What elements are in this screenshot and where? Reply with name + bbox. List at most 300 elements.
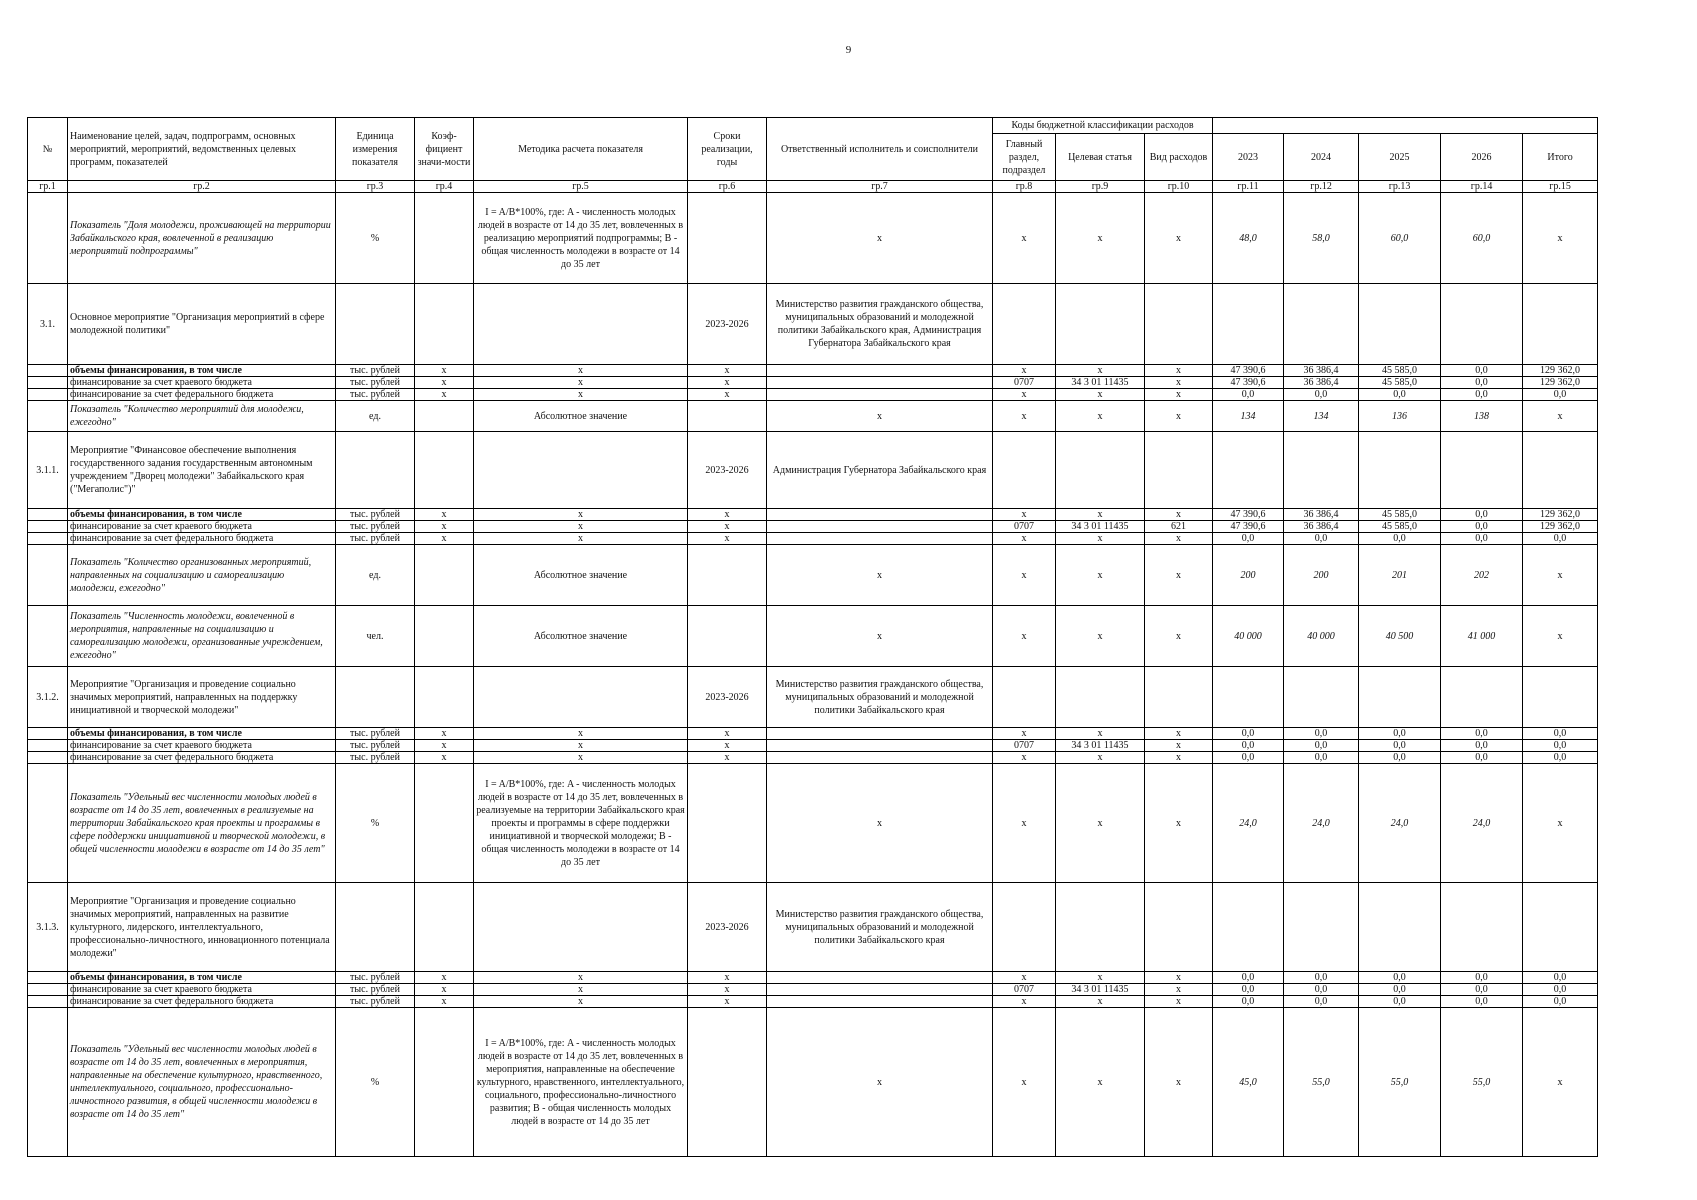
table-cell bbox=[1213, 432, 1284, 509]
indicator-row bbox=[28, 401, 1598, 432]
table-cell bbox=[767, 996, 993, 1008]
table-cell: 24,0 bbox=[1284, 764, 1359, 883]
table-cell: х bbox=[1056, 606, 1145, 667]
table-cell bbox=[1523, 284, 1598, 365]
table-cell: х bbox=[474, 972, 688, 984]
table-cell bbox=[1441, 432, 1523, 509]
table-cell: х bbox=[993, 193, 1056, 284]
table-cell: х bbox=[767, 764, 993, 883]
table-cell: х bbox=[688, 509, 767, 521]
table-cell: х bbox=[474, 377, 688, 389]
table-cell bbox=[1359, 432, 1441, 509]
table-cell: 0,0 bbox=[1359, 972, 1441, 984]
table-cell: 0,0 bbox=[1213, 752, 1284, 764]
table-cell: х bbox=[767, 545, 993, 606]
table-cell: 3.1.1. bbox=[28, 432, 68, 509]
table-cell bbox=[415, 193, 474, 284]
table-cell bbox=[28, 606, 68, 667]
table-cell: 34 3 01 11435 bbox=[1056, 377, 1145, 389]
table-cell: 0707 bbox=[993, 521, 1056, 533]
table-cell: х bbox=[767, 193, 993, 284]
table-cell bbox=[415, 401, 474, 432]
table-cell: 0,0 bbox=[1213, 996, 1284, 1008]
table-cell: I = A/B*100%, где: A - численность молодых людей в возрасте от 14 до 35 лет, вовлеченных в реализуемые на территории Забайкальского края проекты и программы в сфере поддержки инициативной и творческой молодежи; B - общая численность молодежи в возрасте от 14 до 35 лет bbox=[474, 764, 688, 883]
page-number: 9 bbox=[845, 44, 852, 56]
table-cell: 0,0 bbox=[1284, 740, 1359, 752]
table-cell bbox=[767, 752, 993, 764]
table-cell: х bbox=[1056, 401, 1145, 432]
table-cell: х bbox=[1145, 606, 1213, 667]
column-number: гр.6 bbox=[688, 181, 767, 193]
table-cell: х bbox=[993, 401, 1056, 432]
financing-row bbox=[28, 752, 1598, 764]
table-cell: 129 362,0 bbox=[1523, 365, 1598, 377]
activity-row bbox=[28, 667, 1598, 728]
table-cell: финансирование за счет краевого бюджета bbox=[68, 740, 336, 752]
table-cell: х bbox=[688, 728, 767, 740]
table-cell bbox=[688, 401, 767, 432]
table-cell: 0,0 bbox=[1359, 389, 1441, 401]
table-cell bbox=[415, 545, 474, 606]
header-name: Наименование целей, задач, подпрограмм, основных мероприятий, мероприятий, ведомственных целевых программ, показателей bbox=[68, 118, 336, 181]
table-cell: х bbox=[767, 606, 993, 667]
table-cell: тыс. рублей bbox=[336, 972, 415, 984]
table-cell: х bbox=[1056, 365, 1145, 377]
table-cell: х bbox=[1145, 533, 1213, 545]
table-cell bbox=[415, 764, 474, 883]
table-cell: х bbox=[474, 728, 688, 740]
table-cell: финансирование за счет краевого бюджета bbox=[68, 521, 336, 533]
table-cell: тыс. рублей bbox=[336, 365, 415, 377]
table-cell: х bbox=[1523, 1008, 1598, 1157]
table-cell: 55,0 bbox=[1284, 1008, 1359, 1157]
table-cell: 0,0 bbox=[1213, 984, 1284, 996]
table-cell: Абсолютное значение bbox=[474, 545, 688, 606]
table-cell: 2023-2026 bbox=[688, 667, 767, 728]
table-cell: 0707 bbox=[993, 984, 1056, 996]
table-cell bbox=[1359, 667, 1441, 728]
table-cell: 47 390,6 bbox=[1213, 365, 1284, 377]
table-cell: х bbox=[1056, 752, 1145, 764]
table-cell bbox=[28, 996, 68, 1008]
table-cell: х bbox=[1145, 377, 1213, 389]
table-cell: 55,0 bbox=[1441, 1008, 1523, 1157]
table-cell: 36 386,4 bbox=[1284, 521, 1359, 533]
table-cell: 0,0 bbox=[1441, 972, 1523, 984]
indicator-row bbox=[28, 193, 1598, 284]
table-cell: х bbox=[993, 606, 1056, 667]
column-number: гр.10 bbox=[1145, 181, 1213, 193]
table-cell bbox=[28, 389, 68, 401]
table-cell: 47 390,6 bbox=[1213, 521, 1284, 533]
table-cell bbox=[1359, 284, 1441, 365]
header-target-article: Целевая статья bbox=[1056, 134, 1145, 181]
table-cell bbox=[1441, 667, 1523, 728]
header-coef: Коэф-фициент значи-мости bbox=[415, 118, 474, 181]
table-cell: чел. bbox=[336, 606, 415, 667]
table-cell: 34 3 01 11435 bbox=[1056, 521, 1145, 533]
table-cell: тыс. рублей bbox=[336, 389, 415, 401]
table-cell: х bbox=[415, 996, 474, 1008]
financing-row bbox=[28, 377, 1598, 389]
table-cell bbox=[415, 606, 474, 667]
table-cell bbox=[28, 533, 68, 545]
table-cell: тыс. рублей bbox=[336, 728, 415, 740]
table-cell: 48,0 bbox=[1213, 193, 1284, 284]
table-cell: 58,0 bbox=[1284, 193, 1359, 284]
table-cell: 2023-2026 bbox=[688, 432, 767, 509]
table-cell: х bbox=[993, 1008, 1056, 1157]
table-cell: 3.1.3. bbox=[28, 883, 68, 972]
table-cell: 0,0 bbox=[1284, 752, 1359, 764]
table-cell: х bbox=[1145, 1008, 1213, 1157]
table-cell bbox=[1359, 883, 1441, 972]
table-cell: финансирование за счет федерального бюджета bbox=[68, 752, 336, 764]
table-cell: Показатель "Количество организованных мероприятий, направленных на социализацию и самореализацию молодежи, ежегодно" bbox=[68, 545, 336, 606]
table-cell bbox=[993, 667, 1056, 728]
header-no: № bbox=[28, 118, 68, 181]
table-cell: х bbox=[688, 389, 767, 401]
table-cell: ед. bbox=[336, 545, 415, 606]
table-cell: х bbox=[993, 509, 1056, 521]
header-years-group bbox=[1213, 118, 1598, 134]
table-cell bbox=[688, 193, 767, 284]
table-cell: 45 585,0 bbox=[1359, 377, 1441, 389]
table-cell: 0,0 bbox=[1441, 365, 1523, 377]
table-cell: х bbox=[474, 509, 688, 521]
table-cell: 0,0 bbox=[1441, 509, 1523, 521]
table-cell: Мероприятие "Финансовое обеспечение выполнения государственного задания государственным автономным учреждением "Дворец молодежи" Забайкальского края ("Мегаполис")" bbox=[68, 432, 336, 509]
table-cell: х bbox=[1523, 193, 1598, 284]
table-cell: 0,0 bbox=[1441, 377, 1523, 389]
table-cell bbox=[1145, 667, 1213, 728]
table-cell: 47 390,6 bbox=[1213, 509, 1284, 521]
table-cell bbox=[474, 284, 688, 365]
table-cell: х bbox=[1145, 728, 1213, 740]
table-cell bbox=[767, 521, 993, 533]
table-cell: Министерство развития гражданского общества, муниципальных образований и молодежной политики Забайкальского края, Администрация Губернатора Забайкальского края bbox=[767, 284, 993, 365]
header-2023: 2023 bbox=[1213, 134, 1284, 181]
table-cell: I = A/B*100%, где: A - численность молодых людей в возрасте от 14 до 35 лет, вовлеченных в реализацию мероприятий подпрограммы; B - общая численность молодежи в возрасте от 14 до 35 лет bbox=[474, 193, 688, 284]
table-cell: х bbox=[688, 533, 767, 545]
table-cell: 0,0 bbox=[1213, 972, 1284, 984]
table-cell: 0,0 bbox=[1213, 740, 1284, 752]
table-cell: х bbox=[993, 728, 1056, 740]
table-cell: х bbox=[1145, 740, 1213, 752]
table-cell: финансирование за счет федерального бюджета bbox=[68, 996, 336, 1008]
table-cell: х bbox=[474, 740, 688, 752]
activity-row bbox=[28, 284, 1598, 365]
financing-row bbox=[28, 984, 1598, 996]
table-cell: 129 362,0 bbox=[1523, 521, 1598, 533]
table-cell: х bbox=[474, 752, 688, 764]
table-cell: 200 bbox=[1213, 545, 1284, 606]
table-cell: объемы финансирования, в том числе bbox=[68, 728, 336, 740]
table-cell bbox=[28, 509, 68, 521]
indicator-row bbox=[28, 764, 1598, 883]
table-cell bbox=[1056, 284, 1145, 365]
table-cell bbox=[767, 365, 993, 377]
financing-row bbox=[28, 996, 1598, 1008]
table-cell: х bbox=[1056, 533, 1145, 545]
table-cell bbox=[1213, 667, 1284, 728]
table-cell: Показатель "Численность молодежи, вовлеченной в мероприятия, направленные на социализацию и самореализацию молодежи, организованные учреждением, ежегодно" bbox=[68, 606, 336, 667]
table-cell: 136 bbox=[1359, 401, 1441, 432]
table-cell: 0,0 bbox=[1523, 996, 1598, 1008]
table-cell: х bbox=[1056, 996, 1145, 1008]
table-cell: х bbox=[474, 996, 688, 1008]
table-cell: Мероприятие "Организация и проведение социально значимых мероприятий, направленных на развитие культурного, лидерского, интеллектуального, профессионально-личностного, инновационного потенциала молодежи" bbox=[68, 883, 336, 972]
table-cell: Показатель "Количество мероприятий для молодежи, ежегодно" bbox=[68, 401, 336, 432]
table-cell: х bbox=[1056, 728, 1145, 740]
table-cell bbox=[28, 972, 68, 984]
table-cell bbox=[1284, 432, 1359, 509]
column-number: гр.7 bbox=[767, 181, 993, 193]
table-cell: 134 bbox=[1213, 401, 1284, 432]
financing-row bbox=[28, 740, 1598, 752]
budget-table bbox=[27, 117, 1598, 1157]
table-cell bbox=[1523, 432, 1598, 509]
header-main-section: Главный раздел, подраздел bbox=[993, 134, 1056, 181]
table-cell bbox=[336, 883, 415, 972]
header-terms: Сроки реализации, годы bbox=[688, 118, 767, 181]
table-cell: х bbox=[1145, 752, 1213, 764]
column-number: гр.14 bbox=[1441, 181, 1523, 193]
table-cell: х bbox=[993, 996, 1056, 1008]
table-cell: 40 500 bbox=[1359, 606, 1441, 667]
table-cell: Показатель "Доля молодежи, проживающей на территории Забайкальского края, вовлеченной в реализацию мероприятий подпрограммы" bbox=[68, 193, 336, 284]
table-cell: х bbox=[1145, 365, 1213, 377]
table-cell bbox=[1523, 883, 1598, 972]
financing-row bbox=[28, 533, 1598, 545]
table-cell: 60,0 bbox=[1441, 193, 1523, 284]
table-cell: х bbox=[688, 972, 767, 984]
table-cell bbox=[688, 764, 767, 883]
header-2025: 2025 bbox=[1359, 134, 1441, 181]
table-cell: 0,0 bbox=[1213, 728, 1284, 740]
table-cell bbox=[993, 432, 1056, 509]
table-cell: х bbox=[993, 972, 1056, 984]
table-cell: х bbox=[415, 521, 474, 533]
table-cell: 0,0 bbox=[1284, 984, 1359, 996]
header-method: Методика расчета показателя bbox=[474, 118, 688, 181]
table-cell: 47 390,6 bbox=[1213, 377, 1284, 389]
column-number: гр.9 bbox=[1056, 181, 1145, 193]
table-cell: х bbox=[474, 521, 688, 533]
table-cell: 0,0 bbox=[1284, 996, 1359, 1008]
table-cell: тыс. рублей bbox=[336, 533, 415, 545]
table-cell: Абсолютное значение bbox=[474, 606, 688, 667]
table-cell: 0,0 bbox=[1523, 972, 1598, 984]
table-cell: 0,0 bbox=[1284, 389, 1359, 401]
table-cell bbox=[767, 377, 993, 389]
table-cell: х bbox=[1145, 389, 1213, 401]
table-cell bbox=[1213, 883, 1284, 972]
table-cell bbox=[336, 667, 415, 728]
indicator-row bbox=[28, 545, 1598, 606]
table-cell: х bbox=[1523, 606, 1598, 667]
table-cell bbox=[474, 667, 688, 728]
table-cell: ед. bbox=[336, 401, 415, 432]
table-cell: 0,0 bbox=[1441, 389, 1523, 401]
financing-row bbox=[28, 365, 1598, 377]
table-cell: 129 362,0 bbox=[1523, 377, 1598, 389]
financing-row bbox=[28, 728, 1598, 740]
table-cell bbox=[28, 752, 68, 764]
table-cell: 0,0 bbox=[1441, 740, 1523, 752]
table-cell: х bbox=[474, 389, 688, 401]
table-cell: х bbox=[1145, 972, 1213, 984]
table-cell bbox=[993, 883, 1056, 972]
table-cell bbox=[28, 521, 68, 533]
table-cell: 0,0 bbox=[1441, 984, 1523, 996]
table-cell bbox=[415, 1008, 474, 1157]
table-cell bbox=[28, 984, 68, 996]
table-cell: 0707 bbox=[993, 740, 1056, 752]
table-cell: тыс. рублей bbox=[336, 521, 415, 533]
table-cell: х bbox=[1056, 1008, 1145, 1157]
table-cell: х bbox=[415, 752, 474, 764]
table-cell: х bbox=[1056, 764, 1145, 883]
financing-row bbox=[28, 972, 1598, 984]
table-cell: х bbox=[993, 764, 1056, 883]
table-cell: 60,0 bbox=[1359, 193, 1441, 284]
table-cell: х bbox=[1056, 193, 1145, 284]
table-cell: х bbox=[1523, 401, 1598, 432]
table-cell: тыс. рублей bbox=[336, 996, 415, 1008]
table-cell bbox=[415, 883, 474, 972]
table-cell: Абсолютное значение bbox=[474, 401, 688, 432]
table-cell: 0,0 bbox=[1213, 533, 1284, 545]
table-cell bbox=[1284, 284, 1359, 365]
table-cell: х bbox=[474, 533, 688, 545]
table-cell: 0,0 bbox=[1523, 740, 1598, 752]
table-cell: 45,0 bbox=[1213, 1008, 1284, 1157]
table-cell bbox=[688, 1008, 767, 1157]
table-cell: 0,0 bbox=[1284, 972, 1359, 984]
table-cell: 34 3 01 11435 bbox=[1056, 984, 1145, 996]
column-number: гр.13 bbox=[1359, 181, 1441, 193]
header-expense-type: Вид расходов bbox=[1145, 134, 1213, 181]
header-total: Итого bbox=[1523, 134, 1598, 181]
table-cell: 0,0 bbox=[1359, 533, 1441, 545]
table-cell: тыс. рублей bbox=[336, 377, 415, 389]
table-cell bbox=[474, 432, 688, 509]
table-cell: х bbox=[1145, 984, 1213, 996]
table-cell bbox=[688, 545, 767, 606]
table-cell: 0,0 bbox=[1359, 728, 1441, 740]
table-cell: 0,0 bbox=[1441, 728, 1523, 740]
table-cell bbox=[1145, 284, 1213, 365]
table-cell: х bbox=[1145, 996, 1213, 1008]
table-cell: 24,0 bbox=[1441, 764, 1523, 883]
header-2024: 2024 bbox=[1284, 134, 1359, 181]
table-cell: 45 585,0 bbox=[1359, 365, 1441, 377]
table-cell: 45 585,0 bbox=[1359, 521, 1441, 533]
table-cell: 40 000 bbox=[1284, 606, 1359, 667]
table-cell bbox=[767, 533, 993, 545]
column-number: гр.1 bbox=[28, 181, 68, 193]
table-cell: 3.1. bbox=[28, 284, 68, 365]
financing-row bbox=[28, 509, 1598, 521]
table-cell: х bbox=[415, 377, 474, 389]
table-cell: 0,0 bbox=[1523, 752, 1598, 764]
table-cell: х bbox=[993, 533, 1056, 545]
table-cell: тыс. рублей bbox=[336, 509, 415, 521]
table-cell: тыс. рублей bbox=[336, 984, 415, 996]
table-cell: 134 bbox=[1284, 401, 1359, 432]
table-cell: 45 585,0 bbox=[1359, 509, 1441, 521]
table-cell: х bbox=[767, 401, 993, 432]
table-cell: тыс. рублей bbox=[336, 752, 415, 764]
table-cell: финансирование за счет краевого бюджета bbox=[68, 984, 336, 996]
table-cell: 0,0 bbox=[1441, 996, 1523, 1008]
table-cell bbox=[336, 432, 415, 509]
table-cell: % bbox=[336, 1008, 415, 1157]
table-cell bbox=[1213, 284, 1284, 365]
table-cell: тыс. рублей bbox=[336, 740, 415, 752]
table-cell: х bbox=[1523, 545, 1598, 606]
table-cell: 202 bbox=[1441, 545, 1523, 606]
table-cell: х bbox=[688, 740, 767, 752]
table-cell: объемы финансирования, в том числе bbox=[68, 509, 336, 521]
table-cell: х bbox=[1523, 764, 1598, 883]
table-cell bbox=[1145, 883, 1213, 972]
header-unit: Единица измерения показателя bbox=[336, 118, 415, 181]
table-cell: 0,0 bbox=[1284, 728, 1359, 740]
activity-row bbox=[28, 883, 1598, 972]
table-cell: финансирование за счет федерального бюджета bbox=[68, 533, 336, 545]
table-cell: 36 386,4 bbox=[1284, 365, 1359, 377]
table-cell: х bbox=[415, 984, 474, 996]
table-cell: 0,0 bbox=[1523, 728, 1598, 740]
header-budget-codes: Коды бюджетной классификации расходов bbox=[993, 118, 1213, 134]
table-cell: х bbox=[993, 545, 1056, 606]
table-cell: 36 386,4 bbox=[1284, 377, 1359, 389]
table-cell: 0,0 bbox=[1213, 389, 1284, 401]
table-cell bbox=[28, 728, 68, 740]
table-cell bbox=[767, 984, 993, 996]
column-number: гр.5 bbox=[474, 181, 688, 193]
table-cell: 0,0 bbox=[1359, 752, 1441, 764]
column-number: гр.3 bbox=[336, 181, 415, 193]
table-cell bbox=[1145, 432, 1213, 509]
table-cell: 0,0 bbox=[1359, 740, 1441, 752]
table-cell: х bbox=[993, 365, 1056, 377]
table-cell: Министерство развития гражданского общества, муниципальных образований и молодежной политики Забайкальского края bbox=[767, 883, 993, 972]
table-cell bbox=[767, 509, 993, 521]
activity-row bbox=[28, 432, 1598, 509]
table-cell bbox=[767, 972, 993, 984]
table-cell: I = A/B*100%, где: A - численность молодых людей в возрасте от 14 до 35 лет, вовлеченных в мероприятия, направленные на обеспечение культурного, нравственного, интеллектуального, социального, профессионально-личностного развития; B - общая численность молодых людей в возрасте от 14 до 35 лет bbox=[474, 1008, 688, 1157]
table-cell: х bbox=[688, 377, 767, 389]
table-cell: 0,0 bbox=[1359, 996, 1441, 1008]
table-cell: 0707 bbox=[993, 377, 1056, 389]
table-cell: х bbox=[1145, 764, 1213, 883]
table-cell: 0,0 bbox=[1441, 752, 1523, 764]
column-number: гр.4 bbox=[415, 181, 474, 193]
table-cell: х bbox=[1145, 401, 1213, 432]
table-cell bbox=[1441, 284, 1523, 365]
table-cell: х bbox=[688, 996, 767, 1008]
table-cell: 2023-2026 bbox=[688, 883, 767, 972]
indicator-row bbox=[28, 1008, 1598, 1157]
table-cell: х bbox=[993, 752, 1056, 764]
table-cell bbox=[1523, 667, 1598, 728]
financing-row bbox=[28, 389, 1598, 401]
table-cell bbox=[474, 883, 688, 972]
table-cell: 0,0 bbox=[1523, 389, 1598, 401]
